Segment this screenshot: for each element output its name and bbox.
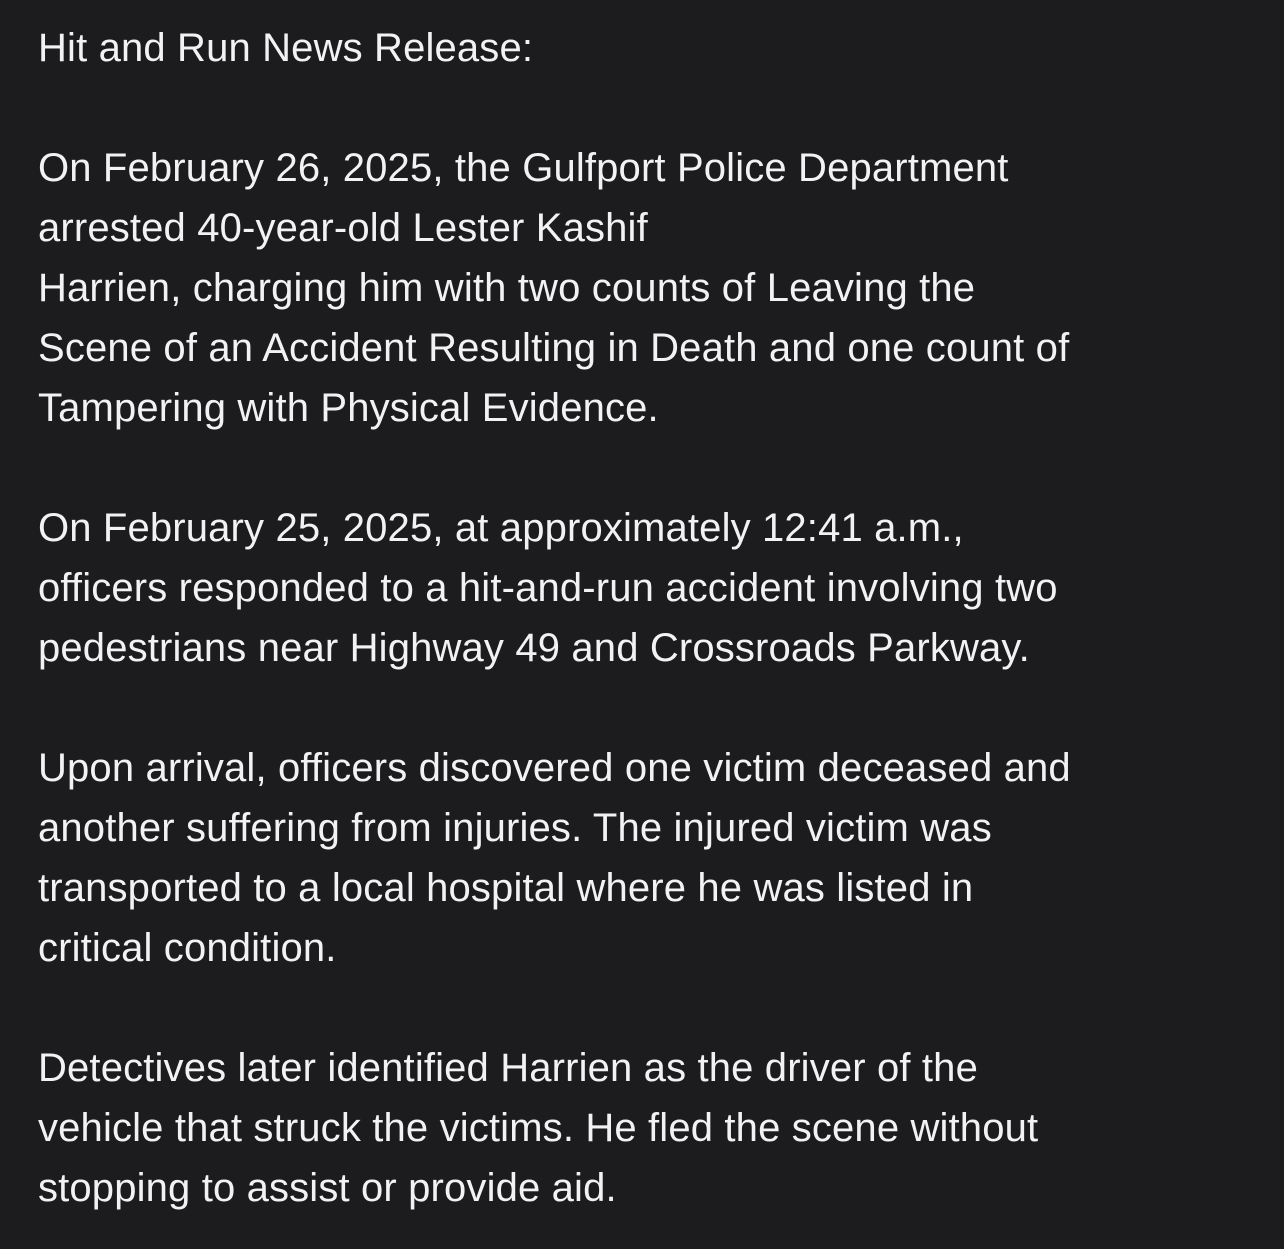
text-line: critical condition. bbox=[38, 926, 337, 970]
paragraph-spacer bbox=[38, 978, 1258, 1038]
text-line: On February 26, 2025, the Gulfport Police Department bbox=[38, 146, 1009, 190]
text-line: Harrien, charging him with two counts of Leaving the bbox=[38, 266, 976, 310]
text-line: stopping to assist or provide aid. bbox=[38, 1166, 617, 1210]
paragraph-spacer bbox=[38, 78, 1258, 138]
text-line: Detectives later identified Harrien as the driver of the bbox=[38, 1046, 978, 1090]
news-release-text[interactable] bbox=[38, 18, 1258, 1218]
text-line: Scene of an Accident Resulting in Death and one count of bbox=[38, 326, 1070, 370]
text-line: Upon arrival, officers discovered one victim deceased and bbox=[38, 746, 1071, 790]
paragraph-victims bbox=[38, 738, 1258, 978]
text-line: On February 25, 2025, at approximately 12:41 a.m., bbox=[38, 506, 964, 550]
paragraph-spacer bbox=[38, 678, 1258, 738]
text-line: another suffering from injuries. The injured victim was bbox=[38, 806, 992, 850]
text-line: pedestrians near Highway 49 and Crossroads Parkway. bbox=[38, 626, 1030, 670]
paragraph-incident bbox=[38, 498, 1258, 678]
text-line: vehicle that struck the victims. He fled the scene without bbox=[38, 1106, 1039, 1150]
release-heading: Hit and Run News Release: bbox=[38, 26, 534, 70]
text-line: Tampering with Physical Evidence. bbox=[38, 386, 659, 430]
text-line: transported to a local hospital where he was listed in bbox=[38, 866, 974, 910]
paragraph-investigation bbox=[38, 1038, 1258, 1218]
paragraph-arrest bbox=[38, 138, 1258, 438]
paragraph-spacer bbox=[38, 438, 1258, 498]
text-line: arrested 40-year-old Lester Kashif bbox=[38, 206, 648, 250]
text-line: officers responded to a hit-and-run accident involving two bbox=[38, 566, 1058, 610]
